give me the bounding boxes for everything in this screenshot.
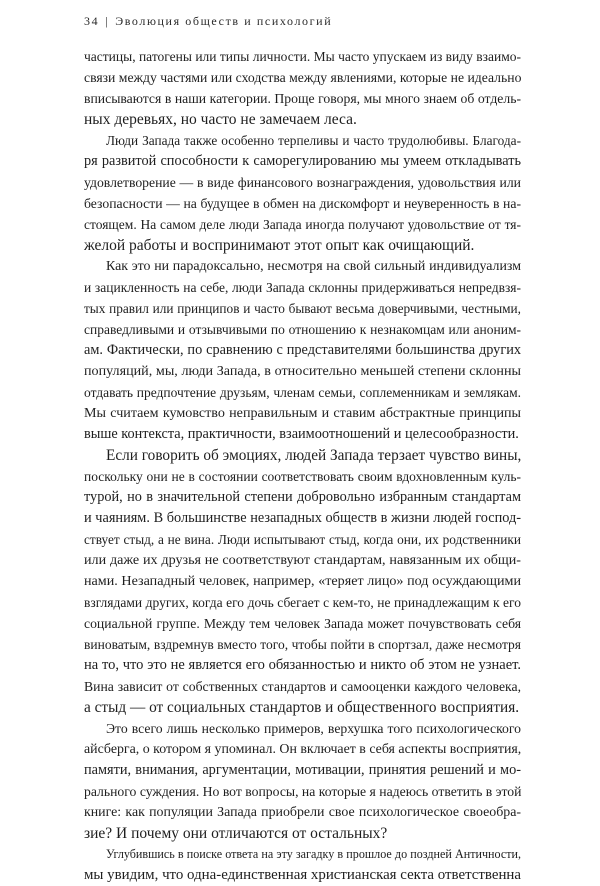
text-line: Люди Запада также особенно терпеливы и часто трудолюбивы. Благода- [106, 133, 521, 148]
running-header [84, 14, 332, 29]
text-line: книге: как популяции Запада приобрели свое психологическое своеобра- [84, 805, 521, 820]
text-line: взглядами других, когда его дочь сбегает с кем-то, не принадлежащим к его [84, 595, 521, 610]
text-line: а стыд — от социальных стандартов и общественного восприятия. [84, 699, 520, 716]
text-line: справедливыми и отзывчивыми по отношению к незнакомцам или аноним- [84, 322, 521, 337]
text-line: и зацикленность на себе, люди Запада склонны придерживаться непредвзя- [84, 280, 521, 295]
text-line: мы увидим, что одна-единственная христианская секта ответственна [84, 867, 521, 883]
text-line: Мы считаем кумовство неправильным и ставим абстрактные принципы [84, 405, 521, 421]
text-line: рального суждения. Но вот вопросы, на которые я надеюсь ответить в этой [84, 784, 522, 799]
text-line: на то, что это не является его обязанностью и никто об этом не узнает. [84, 657, 521, 673]
text-line: ам. Фактически, по сравнению с представителями большинства других [84, 342, 521, 358]
text-line: ствует стыд, а не вина. Люди испытывают стыд, когда они, их родственники [84, 532, 521, 547]
text-line: турой, но в значительной степени добровольно избранным стандартам [84, 489, 521, 505]
header-separator: | [105, 14, 110, 28]
paragraph [84, 256, 521, 445]
text-line: зие? И почему они отличаются от остальных? [84, 825, 388, 842]
paragraph [84, 46, 521, 130]
text-line: тых правил или принципов и часто бывают весьма доверчивыми, честными, [84, 301, 521, 316]
text-line: Углубившись в поиске ответа на эту загадку в прошлое до поздней Античности, [106, 847, 521, 861]
text-line: ных деревьях, но часто не замечаем леса. [84, 111, 357, 128]
text-line: частицы, патогены или типы личности. Мы часто упускаем из виду взаимо- [84, 49, 521, 64]
text-line: или даже их друзья не соответствуют стандартам, навязанным их общи- [84, 552, 521, 568]
paragraph [84, 445, 521, 718]
text-line: удовлетворение — в виде финансового вознаграждения, удовольствия или [84, 175, 521, 190]
body-text [84, 46, 521, 886]
text-line: вписываются в наши категории. Проще говоря, мы много знаем об отдель- [84, 91, 521, 106]
text-line: безопасности — на будущее в обмен на дискомфорт и неуверенность в на- [84, 196, 521, 211]
text-line: айсберга, о котором я упоминал. Он включает в себя аспекты восприятия, [84, 742, 522, 757]
text-line: Если говорить об эмоциях, людей Запада терзает чувство вины, [106, 447, 522, 464]
paragraph [84, 844, 521, 886]
paragraph [84, 130, 521, 256]
text-line: поскольку они не в состоянии соответствовать своим вдохновленным куль- [84, 469, 521, 484]
text-line: ря развитой способности к саморегулированию мы умеем откладывать [84, 153, 521, 169]
text-line: отдавать предпочтение друзьям, членам семьи, соплеменникам и землякам. [84, 385, 521, 400]
text-line: стоящем. На самом деле люди Запада иногда получают удовольствие от тя- [84, 217, 521, 232]
text-line: виноватым, вздремнув вместо того, чтобы пойти в спортзал, даже несмотря [84, 637, 521, 652]
text-line: желой работы и воспринимают этот опыт как очищающий. [84, 237, 475, 254]
text-line: связи между частями или сходства между явлениями, которые не идеально [84, 70, 522, 85]
text-line: Как это ни парадоксально, несмотря на свой сильный индивидуализм [106, 259, 521, 274]
text-line: и чаяниям. В большинстве незападных обществ в жизни людей господ- [84, 510, 521, 526]
text-line: Это всего лишь несколько примеров, верхушка того психологического [106, 721, 521, 736]
text-line: нами. Незападный человек, например, «теряет лицо» под осуждающими [84, 573, 521, 589]
paragraph [84, 718, 521, 844]
text-line: Вина зависит от собственных стандартов и самооценки каждого человека, [84, 679, 521, 694]
text-line: выше контекста, практичности, взаимоотношений и целесообразности. [84, 426, 519, 442]
text-line: памяти, внимания, аргументации, мотивации, принятия решений и мо- [84, 762, 521, 778]
text-line: популяций, мы, люди Запада, в относительно меньшей степени склонны [84, 363, 521, 379]
text-line: социальной группе. Между тем человек Запада может почувствовать себя [84, 616, 521, 631]
running-title: Эволюция обществ и психологий [115, 14, 333, 28]
page-number: 34 [84, 14, 100, 28]
